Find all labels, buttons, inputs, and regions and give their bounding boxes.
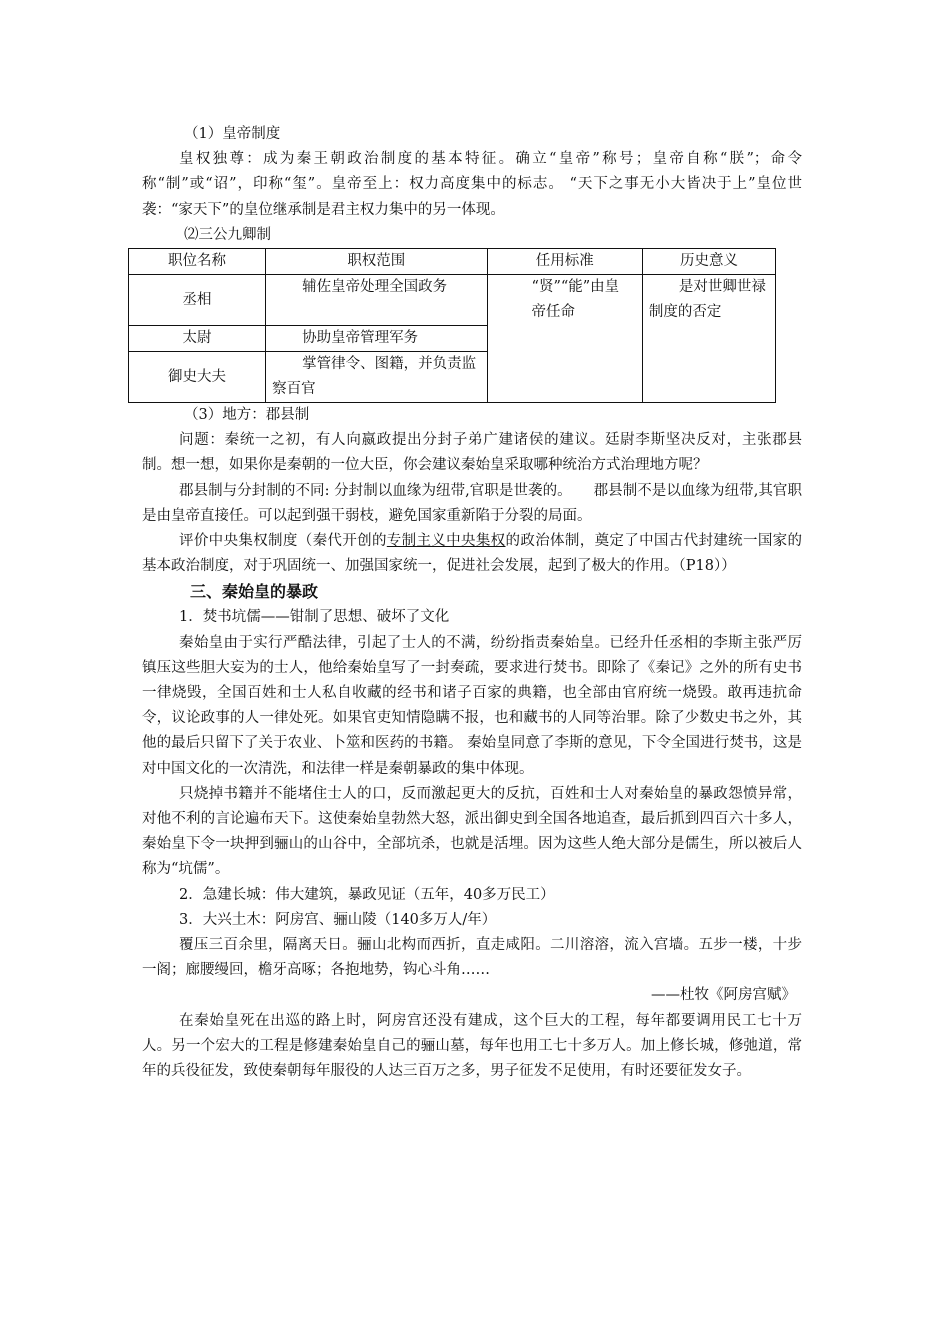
quote-attribution: ——杜牧《阿房宫赋》 xyxy=(651,987,796,1004)
underlined-term: 专制主义中央集权 xyxy=(386,533,506,550)
quote-epang-palace: 覆压三百余里，隔离天日。骊山北构而西折，直走咸阳。二川溶溶，流入宫墙。五步一楼，十步一阁；廊腰缦回，檐牙高啄；各抱地势，钩心斗角…… xyxy=(142,937,802,979)
table-cell-name: 御史大夫 xyxy=(129,352,266,403)
section-local-heading: （3）地方：郡县制 xyxy=(184,407,310,424)
paragraph-question: 问题：秦统一之初，有人向嬴政提出分封子弟广建诸侯的建议。廷尉李斯坚决反对，主张郡县制。想一想，如果你是秦朝的一位大臣，你会建议秦始皇采取哪种统治方式治理地方呢？ xyxy=(142,432,802,474)
document-body xyxy=(142,122,802,1084)
table-header: 职位名称 xyxy=(129,249,266,275)
officials-table xyxy=(128,248,776,403)
table-cell-scope: 辅佐皇帝处理全国政务 xyxy=(266,275,487,326)
evaluation-text-end: 的政治体制，奠定了中国古代封建统一国家的基本政治制度，对于巩固统一、加强国家统一，促进社会发展，起到了极大的作用。（P18）） xyxy=(142,533,803,575)
paragraph-evaluation xyxy=(142,529,802,579)
subheading-construction: 3．大兴土木：阿房宫、骊山陵（140多万人/年） xyxy=(179,911,497,928)
paragraph-burying-scholars: 只烧掉书籍并不能堵住士人的口，反而激起更大的反抗，百姓和士人对秦始皇的暴政怨愤异常，对他不利的言论遍布天下。这使秦始皇勃然大怒，派出御史到全国各地追查，最后抓到四百六十多人，秦始皇下令一块押到骊山的山谷中，全部坑杀，也就是活埋。因为这些人绝大部分是儒生，所以被后人称为“坑儒”。 xyxy=(142,785,802,878)
table-cell-scope: 协助皇帝管理军务 xyxy=(266,326,487,352)
table-cell-scope: 掌管律令、图籍，并负责监察百官 xyxy=(266,352,487,403)
table-cell-significance: 是对世卿世禄制度的否定 xyxy=(642,275,775,403)
section-three-lords-heading: ⑵三公九卿制 xyxy=(184,226,271,243)
paragraph-burning-books: 秦始皇由于实行严酷法律，引起了士人的不满，纷纷指责秦始皇。已经升任丞相的李斯主张严厉镇压这些胆大妄为的士人，他给秦始皇写了一封奏疏，要求进行焚书。即除了《秦记》之外的所有史书一律烧毁，全国百姓和士人私自收藏的经书和诸子百家的典籍，也全部由官府统一烧毁。敢再违抗命令，议论政事的人一律处死。如果官吏知情隐瞒不报，也和藏书的人同等治罪。除了少数史书之外，其他的最后只留下了关于农业、卜筮和医药的书籍。 秦始皇同意了李斯的意见，下令全国进行焚书，这是对中国文化的一次清洗，和法律一样是秦朝暴政的集中体现。 xyxy=(142,634,802,777)
paragraph-labor: 在秦始皇死在出巡的路上时，阿房宫还没有建成，这个巨大的工程，每年都要调用民工七十万人。另一个宏大的工程是修建秦始皇自己的骊山墓，每年也用工七十多万人。加上修长城，修弛道，常年的兵役征发，致使秦朝每年服役的人达三百万之多，男子征发不足使用，有时还要征发女子。 xyxy=(142,1012,802,1080)
subheading-great-wall: 2．急建长城：伟大建筑，暴政见证（五年，40多万民工） xyxy=(179,886,555,903)
subheading-burning-books: 1．焚书坑儒——钳制了思想、破坏了文化 xyxy=(179,609,450,626)
paragraph-emperor-system: 皇权独尊：成为秦王朝政治制度的基本特征。确立“皇帝”称号；皇帝自称“朕”；命令称“制”或“诏”，印称“玺”。皇帝至上：权力高度集中的标志。 “天下之事无小大皆决于上”皇位世袭：“家天下”的皇位继承制是君主权力集中的另一体现。 xyxy=(142,151,802,218)
section-emperor-heading: （1）皇帝制度 xyxy=(184,126,281,142)
table-row xyxy=(129,275,776,326)
table-cell-name: 太尉 xyxy=(129,326,266,352)
table-header: 任用标准 xyxy=(487,249,642,275)
table-header: 职权范围 xyxy=(266,249,487,275)
table-cell-name: 丞相 xyxy=(129,275,266,326)
table-header: 历史意义 xyxy=(642,249,775,275)
evaluation-text-start: 评价中央集权制度（秦代开创的 xyxy=(179,533,387,550)
table-header-row xyxy=(129,249,776,275)
section-tyranny-heading: 三、秦始皇的暴政 xyxy=(190,582,319,602)
table-cell-standard: “贤”“能”由皇帝任命 xyxy=(487,275,642,403)
paragraph-comparison: 郡县制与分封制的不同: 分封制以血缘为纽带,官职是世袭的。 郡县制不是以血缘为纽带,其官职是由皇帝直接任。可以起到强干弱枝，避免国家重新陷于分裂的局面。 xyxy=(142,482,802,524)
